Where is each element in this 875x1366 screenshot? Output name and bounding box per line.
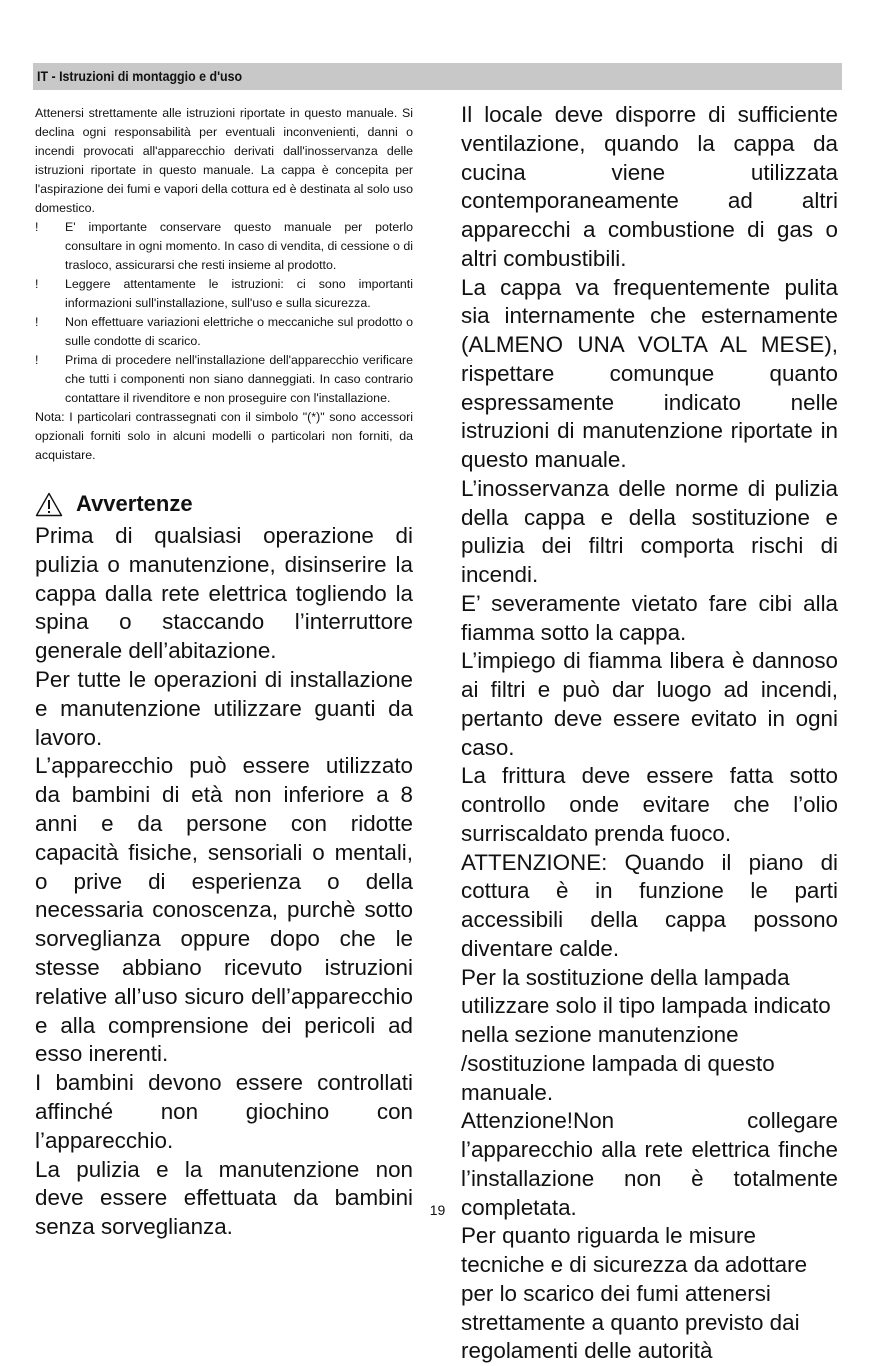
list-item: ! Leggere attentamente le istruzioni: ci sono importanti informazioni sull'installazione, sull'uso e sulla sicurezza. — [35, 277, 413, 310]
exclamation-icon: ! — [35, 315, 39, 329]
list-item: ! Non effettuare variazioni elettriche o meccaniche sul prodotto o sulle condotte di scarico. — [35, 315, 413, 348]
intro-block — [35, 104, 413, 465]
safety-block — [461, 101, 838, 1366]
section-title: IT - Istruzioni di montaggio e d'uso — [37, 69, 243, 84]
section-header-bar — [33, 63, 842, 90]
safety-paragraph: La cappa va frequentemente pulita sia internamente che esternamente (ALMENO UNA VOLTA AL MESE), rispettare comunque quanto espressamente indicato nelle istruzioni di manutenzione riportate in questo manuale. — [461, 274, 838, 472]
intro-paragraph: Attenersi strettamente alle istruzioni riportate in questo manuale. Si declina ogni responsabilità per eventuali inconvenienti, danni o incendi provocati all'apparecchio derivati dall'inosservanza delle istruzioni riportate in questo manuale. La cappa è concepita per l'aspirazione dei fumi e vapori della cottura ed è destinata al solo uso domestico. — [35, 106, 413, 215]
warning-paragraph: L’apparecchio può essere utilizzato da bambini di età non inferiore a 8 anni e da persone con ridotte capacità fisiche, sensoriali o mentali, o prive di esperienza o della necessaria conoscenza, purchè sotto sorveglianza oppure dopo che le stesse abbiano ricevuto istruzioni relative all’uso sicuro dell’apparecchio e alla comprensione dei pericoli ad esso inerenti. — [35, 753, 413, 1067]
safety-paragraph: E’ severamente vietato fare cibi alla fiamma sotto la cappa. — [461, 590, 838, 645]
list-item: ! Prima di procedere nell'installazione dell'apparecchio verificare che tutti i componenti non siano danneggiati. In caso contrario contattare il rivenditore e non proseguire con l'installazione. — [35, 353, 413, 405]
attention-text: Non collegare l’apparecchio alla rete elettrica finche l’installazione non è totalmente completata. — [461, 1108, 838, 1220]
warnings-title: Avvertenze — [76, 491, 193, 516]
safety-paragraph: La frittura deve essere fatta sotto controllo onde evitare che l’olio surriscaldato prenda fuoco. — [461, 763, 838, 846]
safety-paragraph: L’inosservanza delle norme di pulizia della cappa e della sostituzione e pulizia dei filtri comporta rischi di incendi. — [461, 475, 838, 587]
note-paragraph — [35, 408, 413, 465]
safety-paragraph: L’impiego di fiamma libera è dannoso ai filtri e può dar luogo ad incendi, pertanto deve essere evitato in ogni caso. — [461, 648, 838, 760]
page-number: 19 — [429, 1202, 446, 1218]
exclamation-icon: ! — [35, 277, 39, 291]
warnings-block — [35, 522, 413, 1242]
left-column — [35, 104, 413, 1242]
note-label: Nota: — [35, 410, 65, 424]
lamp-paragraph: Per la sostituzione della lampada utilizzare solo il tipo lampada indicato nella sezione manutenzione /sostituzione lampada di questo manuale. — [461, 964, 831, 1105]
warning-paragraph: La pulizia e la manutenzione non deve essere effettuata da bambini senza sorveglianza. — [35, 1156, 413, 1240]
warning-paragraph: I bambini devono essere controllati affinché non giochino con l’apparecchio. — [35, 1070, 413, 1153]
attention-label: Attenzione! — [461, 1108, 574, 1134]
safety-paragraph: Il locale deve disporre di sufficiente ventilazione, quando la cappa da cucina viene utilizzata contemporaneamente ad altri apparecchi a combustione di gas o altri combustibili. — [461, 102, 838, 271]
exclamation-icon: ! — [35, 353, 39, 367]
list-item: ! E' importante conservare questo manuale per poterlo consultare in ogni momento. In caso di vendita, di cessione o di trasloco, assicurarsi che resti insieme al prodotto. — [35, 220, 413, 272]
note-text: I particolari contrassegnati con il simbolo "(*)" sono accessori opzionali forniti solo in alcuni modelli o particolari non forniti, da acquistare. — [35, 410, 413, 462]
safety-paragraph: ATTENZIONE: Quando il piano di cottura è in funzione le parti accessibili della cappa possono diventare calde. — [461, 849, 838, 961]
warning-triangle-icon — [35, 492, 63, 517]
final-paragraph: Per quanto riguarda le misure tecniche e di sicurezza da adottare per lo scarico dei fumi attenersi strettamente a quanto previsto dai regolamenti delle autorità — [461, 1223, 808, 1364]
warning-paragraph: Per tutte le operazioni di installazione e manutenzione utilizzare guanti da lavoro. — [35, 666, 413, 750]
important-list — [35, 218, 413, 408]
warning-paragraph: Prima di qualsiasi operazione di pulizia o manutenzione, disinserire la cappa dalla rete elettrica togliendo la spina o staccando l’interruttore generale dell’abitazione. — [35, 523, 413, 664]
exclamation-icon: ! — [35, 220, 39, 234]
right-column — [461, 101, 838, 1366]
warnings-heading — [35, 489, 413, 519]
